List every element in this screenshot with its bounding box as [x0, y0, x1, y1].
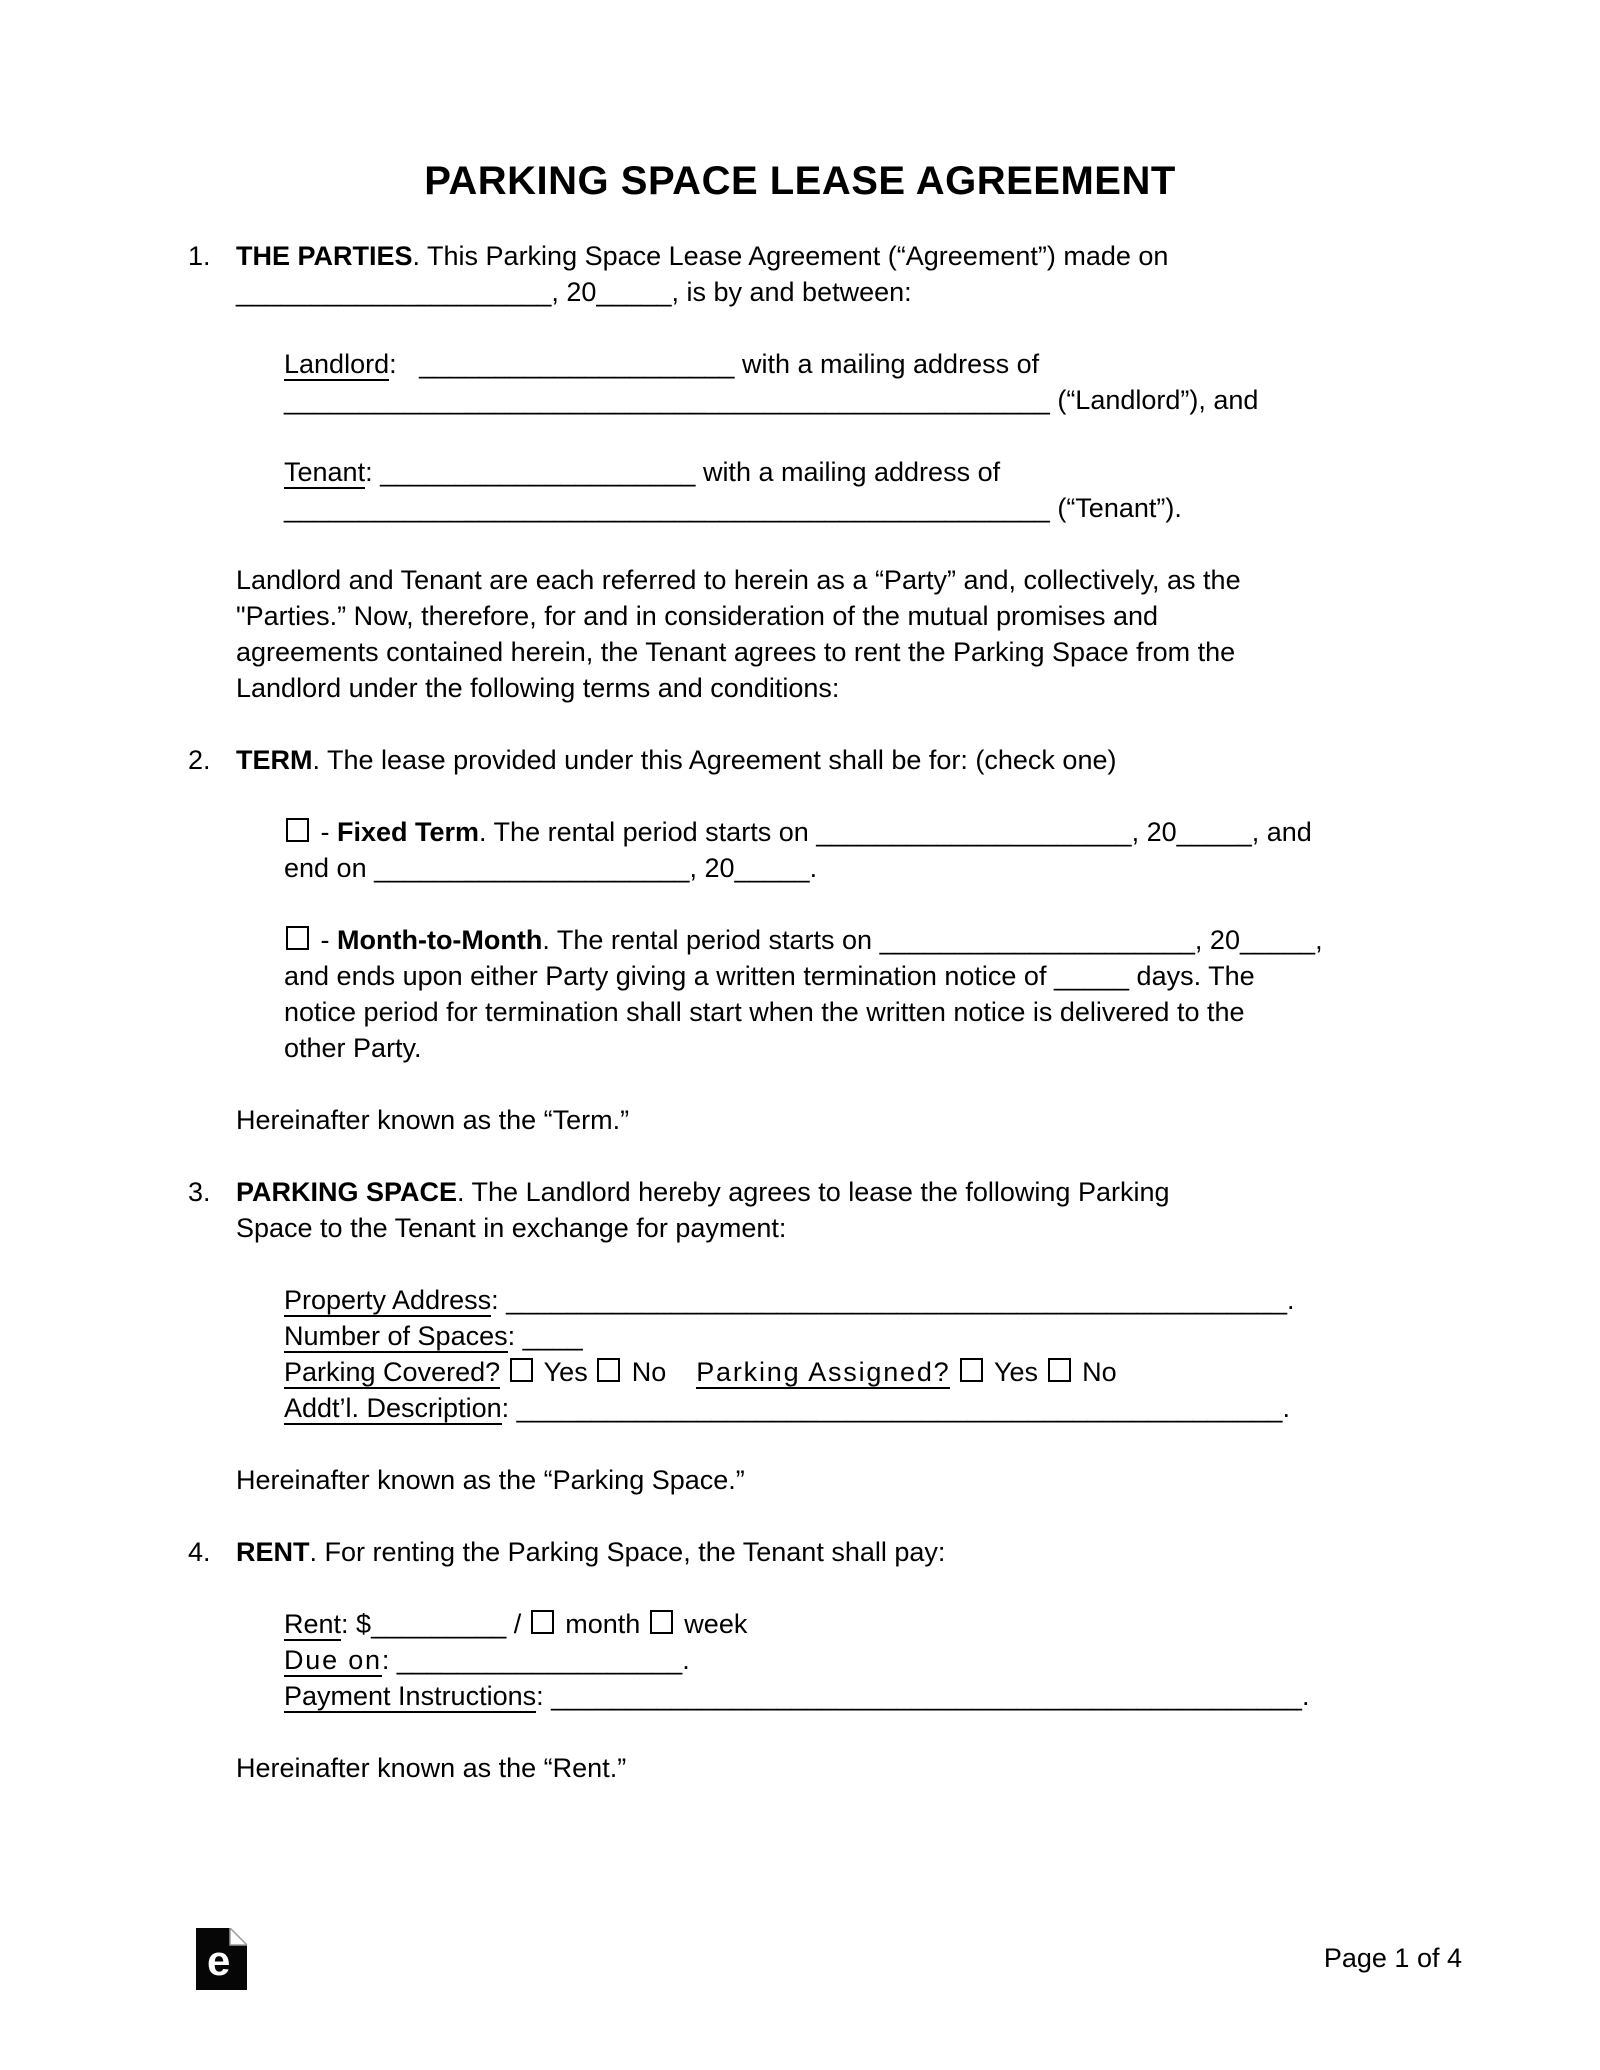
document-title: PARKING SPACE LEASE AGREEMENT — [424, 159, 1176, 203]
blank-field[interactable]: __________________________________________________ — [551, 1681, 1302, 1711]
text-run: Landlord and Tenant are each referred to herein as a “Party” and, collectively, as the — [236, 565, 1241, 595]
field-label: Rent — [284, 1609, 342, 1639]
section-number: 4. — [188, 1537, 211, 1567]
section-parking-space — [188, 1174, 1470, 1498]
section-content — [236, 1534, 1470, 1786]
blank-field[interactable]: _____________________ — [816, 817, 1132, 847]
paragraph-block — [236, 1174, 1470, 1246]
text-line — [284, 958, 1470, 994]
text-run: (“Landlord”), and — [1049, 385, 1259, 415]
text-run: . The lease provided under this Agreement shall be for: (check one) — [312, 745, 1117, 775]
paragraph-block — [236, 742, 1470, 778]
field-label: Number of Spaces — [284, 1321, 508, 1351]
blank-field[interactable]: _____________________ — [879, 925, 1195, 955]
text-run: Hereinafter known as the “Term.” — [236, 1105, 630, 1135]
text-line — [236, 1462, 1470, 1498]
text-run: . — [682, 1645, 690, 1675]
text-line — [284, 382, 1470, 418]
paragraph-block — [236, 1102, 1470, 1138]
field-label: Parking Assigned? — [696, 1357, 951, 1387]
checkbox-icon[interactable] — [1048, 1358, 1071, 1382]
blank-field[interactable]: _____________________ — [380, 457, 696, 487]
text-line — [236, 1750, 1470, 1786]
section-content — [236, 1174, 1470, 1498]
text-line — [284, 454, 1470, 490]
section-content — [236, 742, 1470, 1138]
page-number: Page 1 of 4 — [1323, 1943, 1462, 1973]
text-run: : — [381, 1645, 397, 1675]
text-run: month — [557, 1609, 648, 1639]
field-label: Tenant — [284, 457, 366, 487]
text-run: . The rental period starts on — [479, 817, 817, 847]
eforms-logo — [196, 1928, 247, 1990]
blank-field[interactable]: _____________________ — [236, 277, 552, 307]
text-run: . The Landlord hereby agrees to lease the following Parking — [457, 1177, 1170, 1207]
paragraph-block — [236, 238, 1470, 310]
blank-field[interactable]: _________ — [371, 1609, 507, 1639]
text-line — [284, 1678, 1470, 1714]
text-line — [284, 490, 1470, 526]
text-run — [500, 1357, 508, 1387]
text-run: : $ — [341, 1609, 372, 1639]
blank-field[interactable]: ___________________________________________________ — [284, 385, 1050, 415]
text-run: , 20 — [551, 277, 597, 307]
section-the-parties — [188, 238, 1470, 706]
text-run: and ends upon either Party giving a written termination notice of — [284, 961, 1054, 991]
text-run: Space to the Tenant in exchange for payment: — [236, 1213, 787, 1243]
blank-field[interactable]: ___________________ — [396, 1645, 683, 1675]
blank-field[interactable]: ____ — [522, 1321, 583, 1351]
checkbox-icon[interactable] — [960, 1358, 983, 1382]
text-line — [236, 598, 1470, 634]
bold-run: Month-to-Month — [337, 925, 543, 955]
text-run: days. The — [1129, 961, 1255, 991]
checkbox-icon[interactable] — [597, 1358, 620, 1382]
section-number: 1. — [188, 241, 211, 271]
text-run: with a mailing address of — [734, 349, 1040, 379]
bold-run: THE PARTIES — [236, 241, 413, 271]
text-line — [284, 1606, 1470, 1642]
bold-run: RENT — [236, 1537, 310, 1567]
text-line — [284, 1390, 1470, 1426]
text-line — [284, 814, 1470, 850]
bold-run: PARKING SPACE — [236, 1177, 458, 1207]
blank-field[interactable]: _____ — [1239, 925, 1316, 955]
paragraph-block — [284, 1606, 1470, 1714]
blank-field[interactable]: ____________________________________________________ — [506, 1285, 1287, 1315]
blank-field[interactable]: _____ — [1053, 961, 1130, 991]
paragraph-block — [284, 454, 1470, 526]
blank-field[interactable]: ___________________________________________________ — [284, 493, 1050, 523]
blank-field[interactable]: _____________________ — [374, 853, 690, 883]
document-body — [188, 238, 1470, 1822]
paragraph-block — [236, 1750, 1470, 1786]
text-line — [236, 1210, 1470, 1246]
text-run: : — [389, 349, 420, 379]
text-line — [236, 1174, 1470, 1210]
text-run: - — [313, 925, 337, 955]
text-run — [950, 1357, 958, 1387]
section-term — [188, 742, 1470, 1138]
text-run: Yes — [987, 1357, 1046, 1387]
text-line — [236, 670, 1470, 706]
paragraph-block — [236, 562, 1470, 706]
text-line — [284, 1354, 1470, 1390]
text-line — [284, 1282, 1470, 1318]
text-line — [236, 562, 1470, 598]
paragraph-block — [284, 346, 1470, 418]
blank-field[interactable]: _____ — [1176, 817, 1252, 847]
paragraph-block — [236, 1534, 1470, 1570]
checkbox-icon[interactable] — [510, 1358, 533, 1382]
field-label: Payment Instructions — [284, 1681, 537, 1711]
text-run: , 20 — [1194, 925, 1240, 955]
text-run: . For renting the Parking Space, the Tenant shall pay: — [309, 1537, 946, 1567]
text-run: agreements contained herein, the Tenant agrees to rent the Parking Space from the — [236, 637, 1236, 667]
paragraph-block — [284, 922, 1470, 1066]
text-run: "Parties.” Now, therefore, for and in consideration of the mutual promises and — [236, 601, 1159, 631]
text-run: No — [624, 1357, 697, 1387]
text-line — [284, 1318, 1470, 1354]
field-label: Due on — [284, 1645, 382, 1675]
checkbox-icon[interactable] — [531, 1610, 554, 1634]
text-line — [284, 346, 1470, 382]
text-run: . — [809, 853, 818, 883]
text-line — [236, 238, 1470, 274]
text-run: end on — [284, 853, 375, 883]
text-run: - — [313, 817, 337, 847]
text-run: , — [1315, 925, 1323, 955]
paragraph-block — [284, 814, 1470, 886]
section-number: 2. — [188, 745, 211, 775]
text-run: , 20 — [1131, 817, 1177, 847]
text-run: : — [365, 457, 381, 487]
text-run: , is by and between: — [671, 277, 912, 307]
text-run: : — [501, 1393, 517, 1423]
text-run: . — [1301, 1681, 1310, 1711]
text-run: , 20 — [689, 853, 735, 883]
text-run: (“Tenant”). — [1049, 493, 1182, 523]
text-line — [236, 1102, 1470, 1138]
text-line — [284, 850, 1470, 886]
title-area — [0, 158, 1600, 204]
section-number: 3. — [188, 1177, 211, 1207]
text-line — [236, 274, 1470, 310]
text-line — [236, 742, 1470, 778]
text-run: other Party. — [284, 1033, 422, 1063]
section-rent — [188, 1534, 1470, 1786]
paragraph-block — [284, 1282, 1470, 1426]
text-run: / — [506, 1609, 529, 1639]
checkbox-icon[interactable] — [286, 818, 309, 842]
field-label: Property Address — [284, 1285, 492, 1315]
text-run: : — [507, 1321, 523, 1351]
text-run: Hereinafter known as the “Parking Space.” — [236, 1465, 745, 1495]
text-run: : — [491, 1285, 507, 1315]
text-line — [284, 922, 1470, 958]
text-run: Yes — [536, 1357, 596, 1387]
bold-run: TERM — [236, 745, 313, 775]
field-label: Parking Covered? — [284, 1357, 501, 1387]
text-line — [284, 994, 1470, 1030]
text-line — [236, 1534, 1470, 1570]
blank-field[interactable]: ___________________________________________________ — [516, 1393, 1283, 1423]
text-run: No — [1074, 1357, 1117, 1387]
text-run: , and — [1251, 817, 1312, 847]
text-run: notice period for termination shall start when the written notice is delivered to the — [284, 997, 1245, 1027]
paragraph-block — [236, 1462, 1470, 1498]
text-run: . The rental period starts on — [542, 925, 880, 955]
text-run: Landlord under the following terms and conditions: — [236, 673, 840, 703]
text-run: : — [536, 1681, 552, 1711]
logo-folded-corner-icon — [230, 1928, 247, 1945]
checkbox-icon[interactable] — [650, 1610, 673, 1634]
text-run: . This Parking Space Lease Agreement (“Agreement”) made on — [412, 241, 1169, 271]
text-run: week — [676, 1609, 748, 1639]
blank-field[interactable]: _____ — [734, 853, 810, 883]
text-run: . — [1282, 1393, 1290, 1423]
blank-field[interactable]: _____________________ — [419, 349, 735, 379]
section-content — [236, 238, 1470, 706]
text-run: . — [1286, 1285, 1295, 1315]
logo-letter: e — [207, 1937, 231, 1984]
blank-field[interactable]: _____ — [596, 277, 672, 307]
bold-run: Fixed Term — [337, 817, 480, 847]
text-line — [284, 1642, 1470, 1678]
text-line — [236, 634, 1470, 670]
text-run: Hereinafter known as the “Rent.” — [236, 1753, 627, 1783]
text-line — [284, 1030, 1470, 1066]
checkbox-icon[interactable] — [286, 926, 309, 950]
field-label: Addt’l. Description — [284, 1393, 502, 1423]
field-label: Landlord — [284, 349, 390, 379]
text-run: with a mailing address of — [695, 457, 1001, 487]
